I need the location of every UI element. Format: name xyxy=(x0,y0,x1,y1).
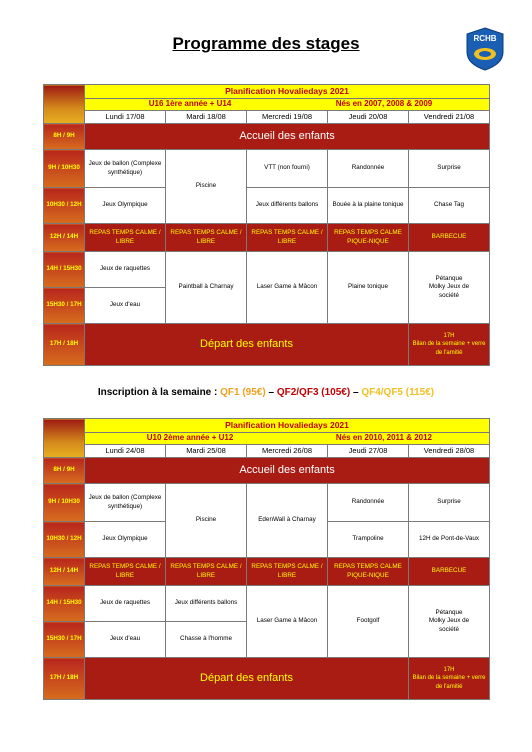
activity-cell: VTT (non fourni) xyxy=(247,150,328,188)
planification-title: Planification Hovaliedays 2021 xyxy=(85,419,490,433)
activity-cell: Pétanque Molky Jeux de société xyxy=(409,586,490,658)
day-header: Mercredi 26/08 xyxy=(247,445,328,458)
activity-cell: Jeux de raquettes xyxy=(85,586,166,622)
activity-cell: Jeux d'eau xyxy=(85,622,166,658)
group-header xyxy=(85,99,490,111)
bilan-time: 17H xyxy=(443,333,455,340)
day-header: Mercredi 19/08 xyxy=(247,111,328,124)
activity-cell: Jeux Olympique xyxy=(85,522,166,558)
day-header: Mardi 18/08 xyxy=(166,111,247,124)
day-header: Lundi 24/08 xyxy=(85,445,166,458)
activity-cell: Laser Game à Mâcon xyxy=(247,252,328,324)
day-header: Jeudi 20/08 xyxy=(328,111,409,124)
depart-banner: Départ des enfants xyxy=(85,658,409,700)
day-header: Lundi 17/08 xyxy=(85,111,166,124)
activity-cell: Surprise xyxy=(409,484,490,522)
inscription-line xyxy=(0,387,532,398)
time-slot: 9H / 10H30 xyxy=(44,150,85,188)
born-label: Nés en 2010, 2011 & 2012 xyxy=(335,433,432,443)
club-logo xyxy=(463,26,507,72)
day-header: Mardi 25/08 xyxy=(166,445,247,458)
day-header: Jeudi 27/08 xyxy=(328,445,409,458)
activity-cell: Jeux de ballon (Complexe synthétique) xyxy=(85,150,166,188)
meal-cell: REPAS TEMPS CALME / LIBRE xyxy=(85,224,166,252)
activity-cell: Jeux d'eau xyxy=(85,288,166,324)
time-slot: 17H / 18H xyxy=(44,324,85,366)
activity-cell: Plaine tonique xyxy=(328,252,409,324)
time-slot: 14H / 15H30 xyxy=(44,252,85,288)
activity-cell: Surprise xyxy=(409,150,490,188)
accueil-banner: Accueil des enfants xyxy=(85,458,490,484)
meal-cell: REPAS TEMPS CALME / LIBRE xyxy=(247,558,328,586)
meal-cell: REPAS TEMPS CALME / LIBRE xyxy=(166,224,247,252)
separator: – xyxy=(265,387,277,398)
schedule-table-2 xyxy=(43,418,490,700)
bilan-text: Bilan de la semaine + verre de l'amitié xyxy=(412,675,486,690)
header-corner xyxy=(44,419,85,458)
time-slot: 9H / 10H30 xyxy=(44,484,85,522)
bilan-text: Bilan de la semaine + verre de l'amitié xyxy=(412,341,486,356)
day-header: Vendredi 21/08 xyxy=(409,111,490,124)
time-slot: 15H30 / 17H xyxy=(44,288,85,324)
depart-banner: Départ des enfants xyxy=(85,324,409,366)
born-label: Nés en 2007, 2008 & 2009 xyxy=(335,99,433,109)
header-corner xyxy=(44,85,85,124)
meal-cell: REPAS TEMPS CALME / LIBRE xyxy=(166,558,247,586)
activity-cell: Jeux de ballon (Complexe synthétique) xyxy=(85,484,166,522)
group-label: U16 1ère année + U14 xyxy=(148,99,232,109)
activity-cell: EdenWall à Charnay xyxy=(247,484,328,558)
bilan-cell xyxy=(409,324,490,366)
schedule-table-1 xyxy=(43,84,490,366)
svg-text:RCHB: RCHB xyxy=(473,34,497,43)
time-slot: 8H / 9H xyxy=(44,458,85,484)
activity-cell: Piscine xyxy=(166,484,247,558)
group-header xyxy=(85,433,490,445)
time-slot: 12H / 14H xyxy=(44,558,85,586)
time-slot: 10H30 / 12H xyxy=(44,522,85,558)
day-header: Vendredi 28/08 xyxy=(409,445,490,458)
activity-cell: Chasse à l'homme xyxy=(166,622,247,658)
activity-cell: Footgolf xyxy=(328,586,409,658)
meal-cell: REPAS TEMPS CALME PIQUE-NIQUE xyxy=(328,224,409,252)
planification-title: Planification Hovaliedays 2021 xyxy=(85,85,490,99)
price-qf4: QF4/QF5 (115€) xyxy=(361,387,435,398)
time-slot: 10H30 / 12H xyxy=(44,188,85,224)
activity-cell: Trampoline xyxy=(328,522,409,558)
price-qf1: QF1 (95€) xyxy=(220,387,266,398)
activity-cell: Laser Game à Mâcon xyxy=(247,586,328,658)
activity-cell: Jeux différents ballons xyxy=(166,586,247,622)
activity-cell: Randonnée xyxy=(328,484,409,522)
separator: – xyxy=(350,387,362,398)
group-label: U10 2ème année + U12 xyxy=(146,433,234,443)
time-slot: 8H / 9H xyxy=(44,124,85,150)
activity-cell: Jeux différents ballons xyxy=(247,188,328,224)
bilan-cell xyxy=(409,658,490,700)
page-title: Programme des stages xyxy=(172,34,360,53)
time-slot: 12H / 14H xyxy=(44,224,85,252)
activity-cell: 12H de Pont-de-Vaux xyxy=(409,522,490,558)
time-slot: 17H / 18H xyxy=(44,658,85,700)
meal-cell: BARBECUE xyxy=(409,224,490,252)
time-slot: 14H / 15H30 xyxy=(44,586,85,622)
meal-cell: REPAS TEMPS CALME PIQUE-NIQUE xyxy=(328,558,409,586)
time-slot: 15H30 / 17H xyxy=(44,622,85,658)
price-qf2: QF2/QF3 (105€) xyxy=(276,387,351,398)
bilan-time: 17H xyxy=(443,667,455,674)
activity-cell: Jeux Olympique xyxy=(85,188,166,224)
activity-cell: Jeux de raquettes xyxy=(85,252,166,288)
meal-cell: BARBECUE xyxy=(409,558,490,586)
meal-cell: REPAS TEMPS CALME / LIBRE xyxy=(247,224,328,252)
activity-cell: Piscine xyxy=(166,150,247,224)
activity-cell: Randonnée xyxy=(328,150,409,188)
accueil-banner: Accueil des enfants xyxy=(85,124,490,150)
activity-cell: Bouée à la plaine tonique xyxy=(328,188,409,224)
activity-cell: Pétanque Molky Jeux de société xyxy=(409,252,490,324)
activity-cell: Paintball à Charnay xyxy=(166,252,247,324)
meal-cell: REPAS TEMPS CALME / LIBRE xyxy=(85,558,166,586)
inscription-label: Inscription à la semaine : xyxy=(97,387,221,398)
activity-cell: Chase Tag xyxy=(409,188,490,224)
